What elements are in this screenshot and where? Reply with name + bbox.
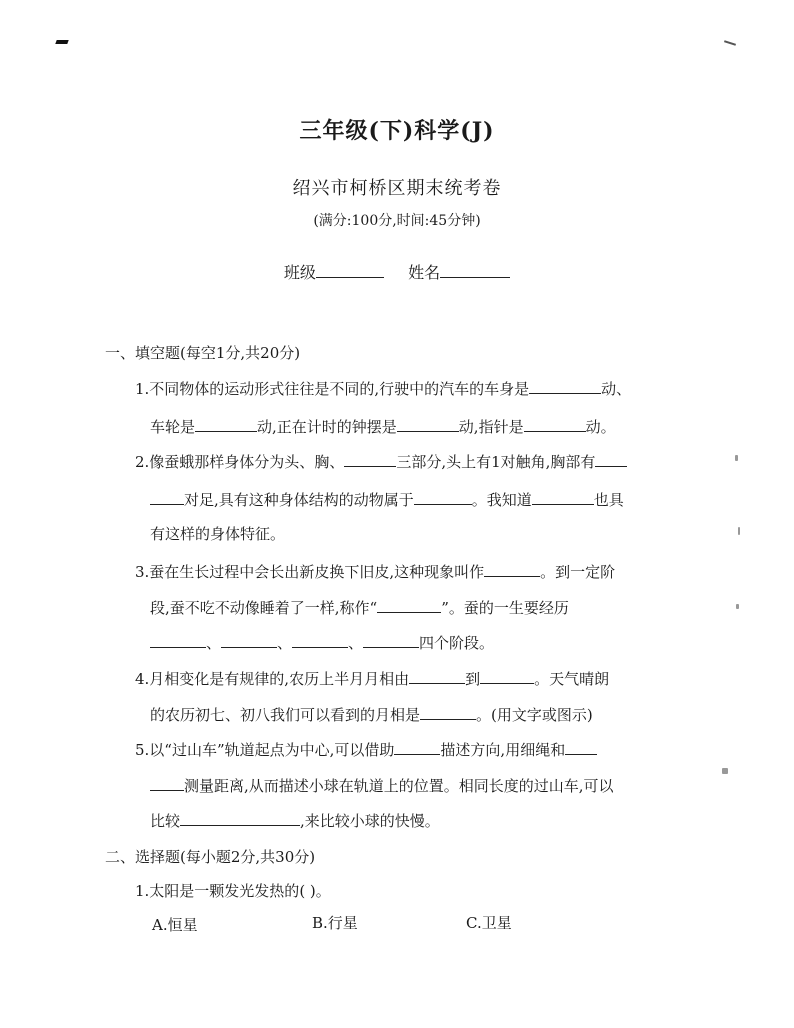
answer-blank[interactable]: [420, 705, 476, 720]
scan-mark: [55, 40, 68, 44]
question-text: 、: [348, 634, 364, 652]
answer-blank[interactable]: [180, 811, 300, 826]
question-1-line-1: [135, 378, 631, 399]
name-label: 姓名: [408, 263, 441, 282]
question-text: 四个阶段。: [419, 634, 495, 652]
question-2-line-1: [135, 451, 627, 472]
question-text: 1.不同物体的运动形式往往是不同的,行驶中的汽车的车身是: [135, 380, 530, 398]
section-heading-choice: 二、选择题(每小题2分,共30分): [105, 848, 316, 866]
question-text: 、: [277, 634, 293, 652]
scan-speck: [738, 527, 740, 535]
section-heading-fill-in: 一、填空题(每空1分,共20分): [105, 344, 301, 362]
answer-blank[interactable]: [484, 562, 540, 577]
answer-blank[interactable]: [595, 452, 627, 467]
answer-blank[interactable]: [344, 452, 396, 467]
question-text: 4.月相变化是有规律的,农历上半月月相由: [135, 670, 410, 688]
question-text: 测量距离,从而描述小球在轨道上的位置。相同长度的过山车,可以: [184, 777, 614, 795]
answer-blank[interactable]: [150, 633, 206, 648]
question-text: 动,指针是: [458, 418, 524, 436]
exam-subtitle: 绍兴市柯桥区期末统考卷: [292, 178, 502, 199]
question-text: ”。蚕的一生要经历: [441, 599, 569, 617]
scan-speck: [722, 768, 728, 774]
question-text: 段,蚕不吃不动像睡着了一样,称作“: [150, 599, 378, 617]
scan-speck: [736, 604, 739, 609]
question-5-line-2: [150, 775, 614, 796]
question-2-line-3: 有这样的身体特征。: [150, 525, 286, 543]
answer-blank[interactable]: [480, 669, 534, 684]
answer-blank[interactable]: [529, 379, 601, 394]
question-text: 5.以“过山车”轨道起点为中心,可以借助: [135, 741, 395, 759]
answer-blank[interactable]: [532, 490, 594, 505]
question-text: 描述方向,用细绳和: [440, 741, 566, 759]
question-text: 对足,具有这种身体结构的动物属于: [184, 491, 414, 509]
exam-meta: (满分:100分,时间:45分钟): [313, 213, 481, 229]
answer-blank[interactable]: [195, 417, 257, 432]
question-3-line-2: [150, 597, 569, 618]
answer-blank[interactable]: [414, 490, 472, 505]
answer-blank[interactable]: [150, 776, 184, 791]
class-label: 班级: [283, 263, 316, 282]
scan-mark: [724, 40, 736, 46]
question-text: 、: [206, 634, 222, 652]
question-5-line-3: [150, 810, 440, 831]
question-text: 比较: [150, 812, 181, 830]
answer-blank[interactable]: [409, 669, 465, 684]
question-4-line-1: [135, 668, 609, 689]
choice-option-c[interactable]: C.卫星: [466, 914, 512, 932]
name-field[interactable]: [440, 263, 510, 278]
question-text: 动,正在计时的钟摆是: [257, 418, 397, 436]
question-text: ,来比较小球的快慢。: [300, 812, 440, 830]
answer-blank[interactable]: [565, 740, 597, 755]
choice-question-1: 1.太阳是一颗发光发热的( )。: [135, 882, 331, 900]
answer-blank[interactable]: [524, 417, 586, 432]
answer-blank[interactable]: [292, 633, 348, 648]
class-field[interactable]: [316, 263, 384, 278]
answer-blank[interactable]: [394, 740, 440, 755]
question-3-line-1: [135, 561, 615, 582]
student-info: [0, 260, 794, 283]
question-text: 也具: [593, 491, 624, 509]
question-text: 。天气晴朗: [534, 670, 610, 688]
answer-blank[interactable]: [377, 598, 441, 613]
choice-option-b[interactable]: B.行星: [312, 914, 358, 932]
answer-blank[interactable]: [363, 633, 419, 648]
answer-blank[interactable]: [397, 417, 459, 432]
question-text: 动。: [585, 418, 616, 436]
choice-option-a[interactable]: A.恒星: [152, 916, 198, 934]
question-3-line-3: [150, 632, 494, 653]
question-5-line-1: [135, 739, 597, 760]
question-text: 的农历初七、初八我们可以看到的月相是: [150, 706, 421, 724]
question-text: 。到一定阶: [540, 563, 616, 581]
answer-blank[interactable]: [221, 633, 277, 648]
question-text: 车轮是: [150, 418, 196, 436]
question-text: 3.蚕在生长过程中会长出新皮换下旧皮,这种现象叫作: [135, 563, 485, 581]
page-title: 三年级(下)科学(J): [299, 118, 495, 144]
scan-speck: [735, 455, 738, 461]
question-text: 三部分,头上有1对触角,胸部有: [396, 453, 596, 471]
question-4-line-2: [150, 704, 593, 725]
question-text: 到: [465, 670, 481, 688]
question-2-line-2: [150, 489, 624, 510]
question-text: 2.像蚕蛾那样身体分为头、胸、: [135, 453, 345, 471]
question-text: 。(用文字或图示): [476, 706, 593, 724]
question-1-line-2: [150, 416, 616, 437]
answer-blank[interactable]: [150, 490, 184, 505]
question-text: 动、: [601, 380, 632, 398]
question-text: 。我知道: [471, 491, 532, 509]
